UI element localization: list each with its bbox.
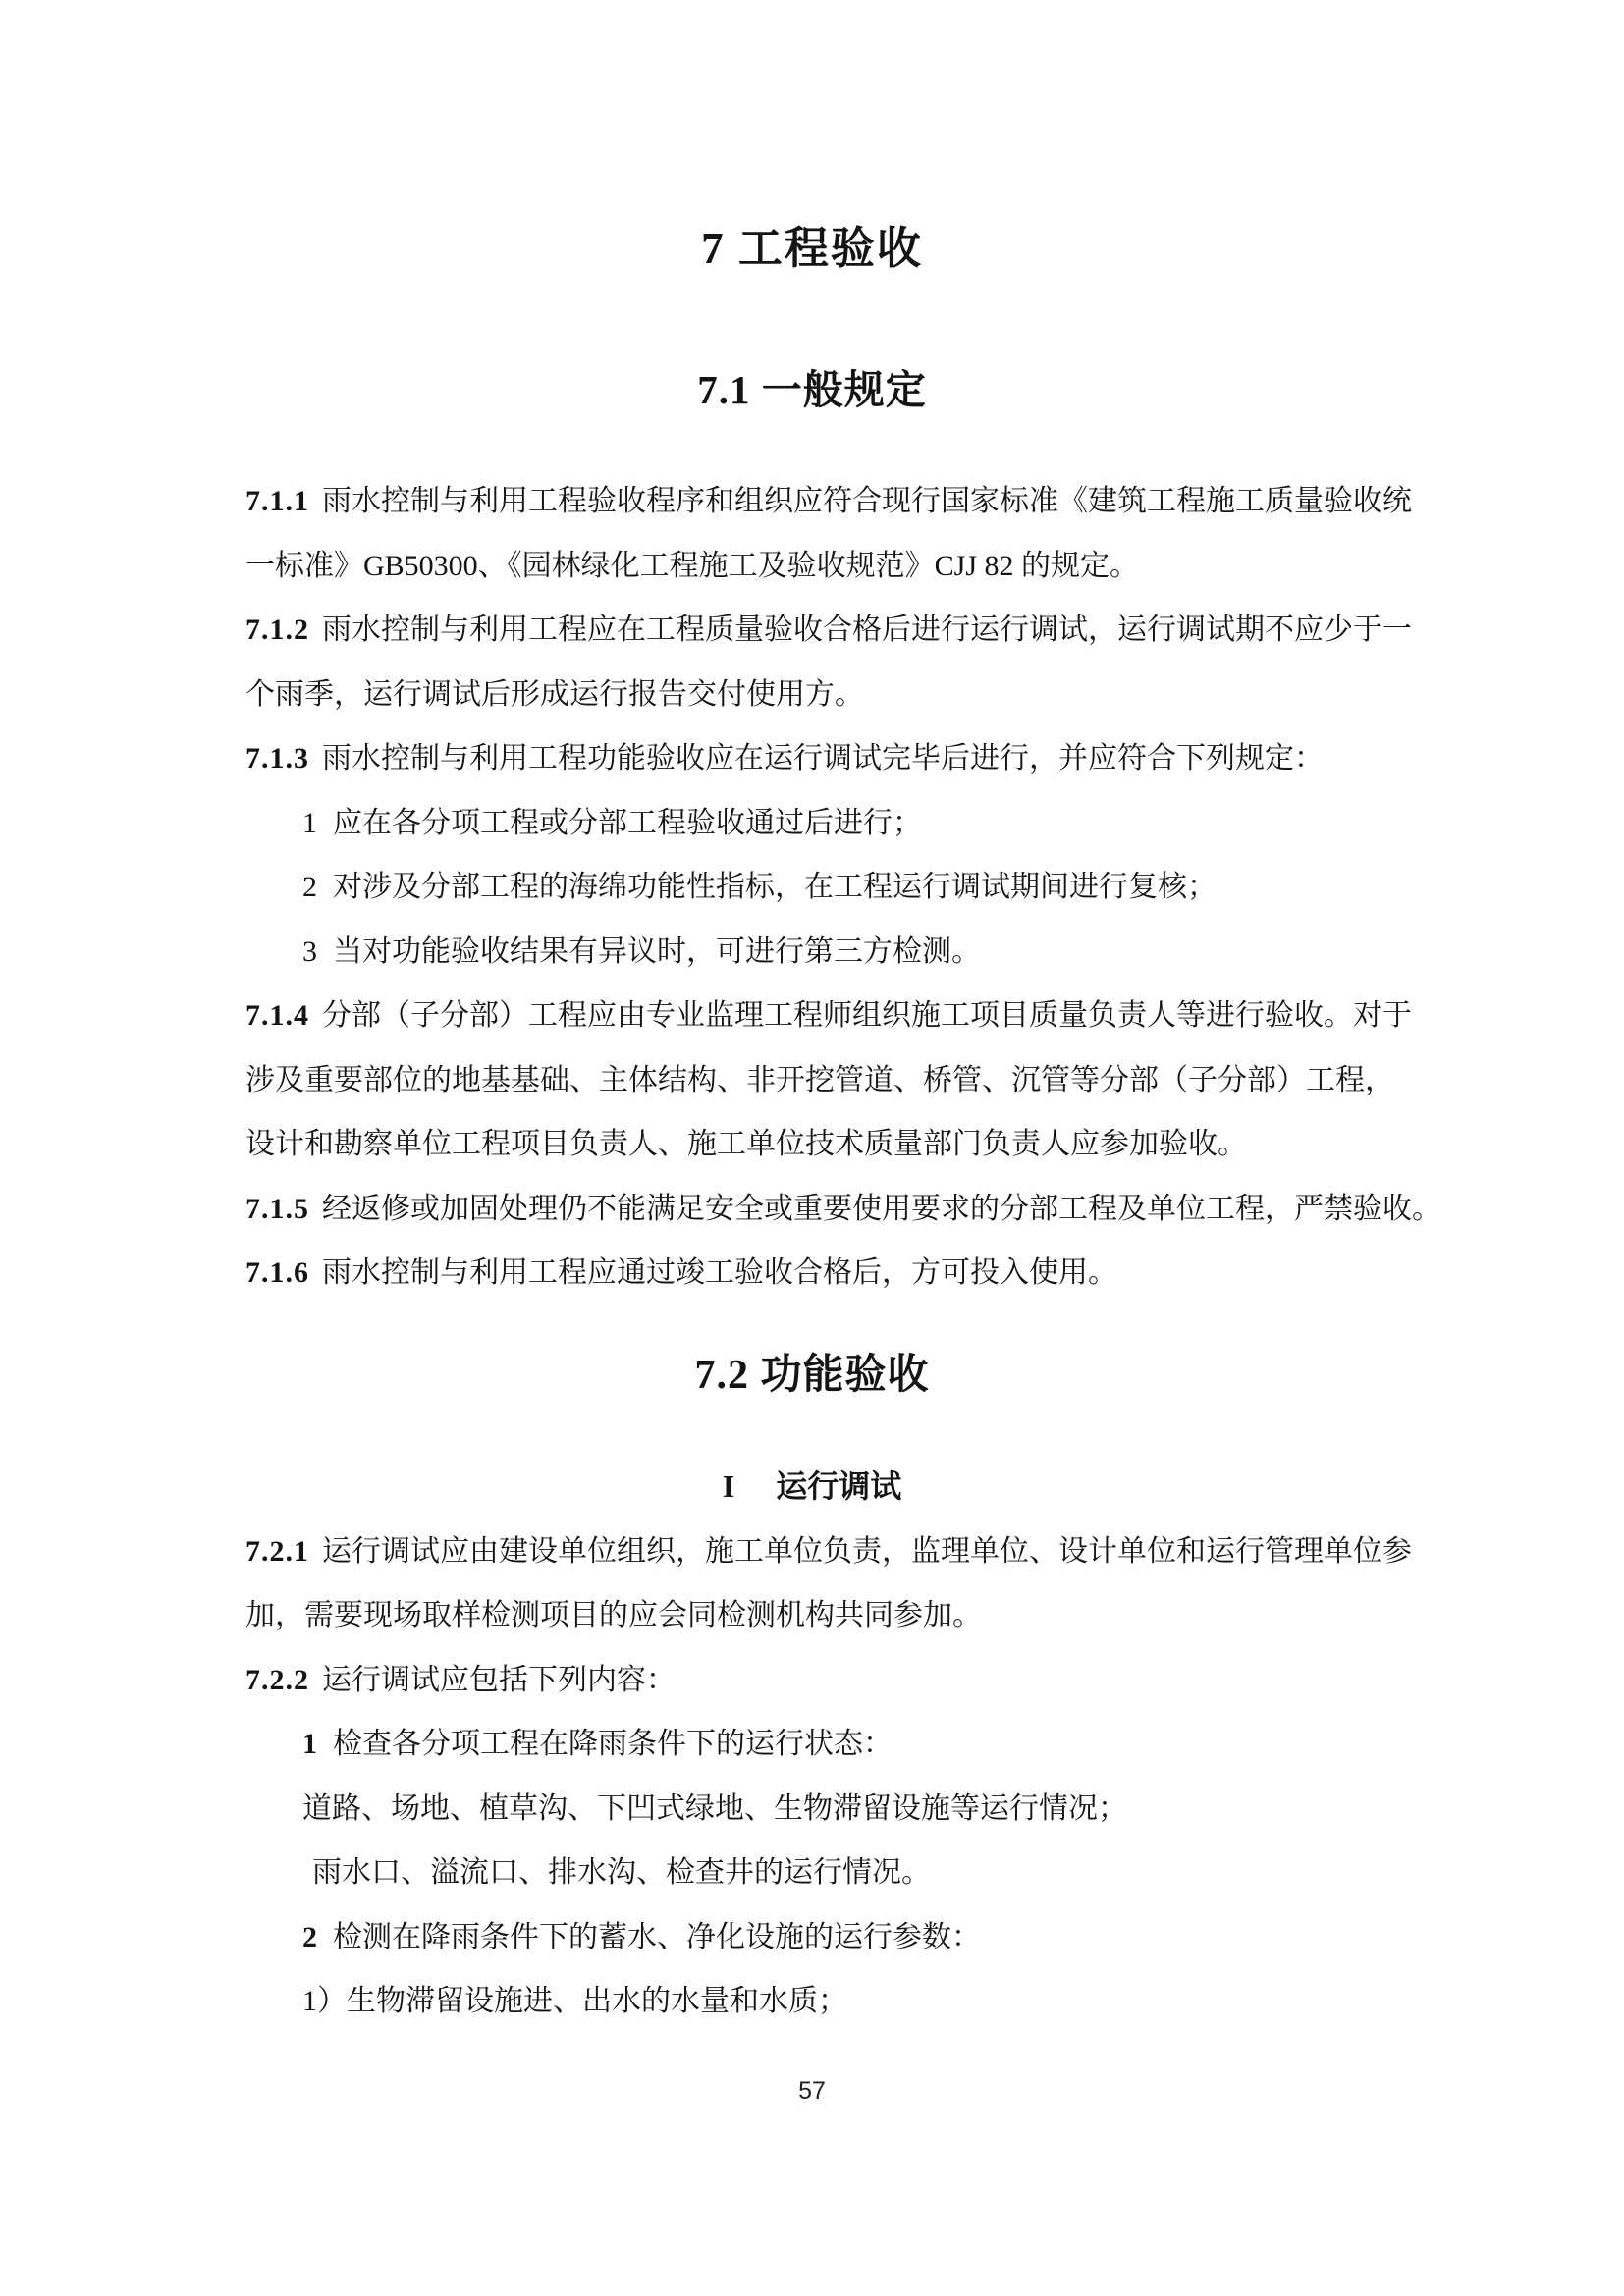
list-item-number: 1 — [302, 1728, 317, 1760]
clause-number: 7.1.3 — [245, 742, 309, 774]
list-item — [245, 920, 1388, 985]
subsection-title — [0, 1468, 1624, 1504]
section-title-7-1: 7.1 一般规定 — [697, 367, 927, 412]
clause-7-1-5-line-1 — [245, 1177, 1441, 1242]
subsection-label: 运行调试 — [776, 1468, 902, 1504]
page-number: 57 — [798, 2076, 826, 2105]
clause-7-2-1-line-2: 加，需要现场取样检测项目的应会同检测机构共同参加。 — [245, 1599, 982, 1631]
clause-text: 运行调试应包括下列内容： — [322, 1663, 676, 1696]
clause-number: 7.1.6 — [245, 1256, 309, 1289]
subsection-numeral: I — [722, 1468, 735, 1504]
clause-text: 经返修或加固处理仍不能满足安全或重要使用要求的分部工程及单位工程，严禁验收。 — [322, 1192, 1441, 1225]
clause-7-1-1-line-1 — [245, 469, 1412, 534]
clause-number: 7.1.5 — [245, 1192, 309, 1225]
clause-text: 运行调试应由建设单位组织，施工单位负责，监理单位、设计单位和运行管理单位参 — [322, 1534, 1412, 1568]
chapter-title: 7 工程验收 — [701, 224, 923, 273]
list-item-text: 当对功能验收结果有异议时，可进行第三方检测。 — [333, 934, 981, 968]
list-item — [245, 791, 1388, 856]
list-item-number: 3 — [302, 934, 317, 968]
clause-text: 雨水控制与利用工程应通过竣工验收合格后，方可投入使用。 — [322, 1256, 1117, 1289]
list-item-number: 1 — [302, 806, 317, 839]
clause-text: 分部（子分部）工程应由专业监理工程师组织施工项目质量负责人等进行验收。对于 — [322, 999, 1412, 1032]
list-item-text: 检测在降雨条件下的蓄水、净化设施的运行参数： — [333, 1920, 981, 1953]
clause-number: 7.2.2 — [245, 1663, 309, 1696]
clause-7-1-4-line-2: 涉及重要部位的地基基础、主体结构、非开挖管道、桥管、沉管等分部（子分部）工程， — [245, 1063, 1394, 1096]
list-item — [245, 855, 1388, 920]
list-item — [245, 1712, 1388, 1777]
list-item-continuation: 1）生物滞留设施进、出水的水量和水质； — [302, 1985, 847, 2017]
section-title-7-2: 7.2 功能验收 — [694, 1352, 930, 1398]
list-item — [245, 1905, 1388, 1970]
clause-text: 雨水控制与利用工程验收程序和组织应符合现行国家标准《建筑工程施工质量验收统 — [322, 485, 1412, 517]
clause-7-2-1-line-1 — [245, 1520, 1412, 1584]
clause-7-2-2-line-1 — [245, 1648, 1388, 1713]
list-item-continuation: 雨水口、溢流口、排水沟、检查井的运行情况。 — [312, 1856, 931, 1889]
section-7-2-body — [245, 1520, 1412, 2034]
clause-7-1-3-line-1 — [245, 726, 1388, 791]
clause-text: 雨水控制与利用工程应在工程质量验收合格后进行运行调试，运行调试期不应少于一 — [322, 614, 1412, 646]
clause-7-1-6-line-1 — [245, 1241, 1388, 1306]
clause-7-1-4-line-3: 设计和勘察单位工程项目负责人、施工单位技术质量部门负责人应参加验收。 — [245, 1128, 1247, 1160]
list-item-number: 2 — [302, 1920, 317, 1953]
clause-7-1-1-line-2: 一标准》GB50300、《园林绿化工程施工及验收规范》CJJ 82 的规定。 — [245, 549, 1140, 582]
clause-number: 7.1.1 — [245, 485, 309, 517]
list-item-text: 检查各分项工程在降雨条件下的运行状态： — [333, 1728, 893, 1760]
list-item-continuation: 道路、场地、植草沟、下凹式绿地、生物滞留设施等运行情况； — [302, 1791, 1127, 1825]
clause-number: 7.1.4 — [245, 999, 309, 1032]
list-item-text: 对涉及分部工程的海绵功能性指标，在工程运行调试期间进行复核； — [333, 871, 1217, 903]
clause-number: 7.1.2 — [245, 614, 309, 646]
list-item-text: 应在各分项工程或分部工程验收通过后进行； — [333, 806, 922, 839]
clause-text: 雨水控制与利用工程功能验收应在运行调试完毕后进行，并应符合下列规定： — [322, 742, 1324, 774]
clause-7-1-2-line-2: 个雨季，运行调试后形成运行报告交付使用方。 — [245, 677, 864, 711]
clause-7-1-2-line-1 — [245, 598, 1412, 663]
clause-7-1-4-line-1 — [245, 984, 1412, 1048]
section-7-1-body — [245, 469, 1441, 1306]
list-item-number: 2 — [302, 871, 317, 903]
clause-number: 7.2.1 — [245, 1534, 309, 1568]
